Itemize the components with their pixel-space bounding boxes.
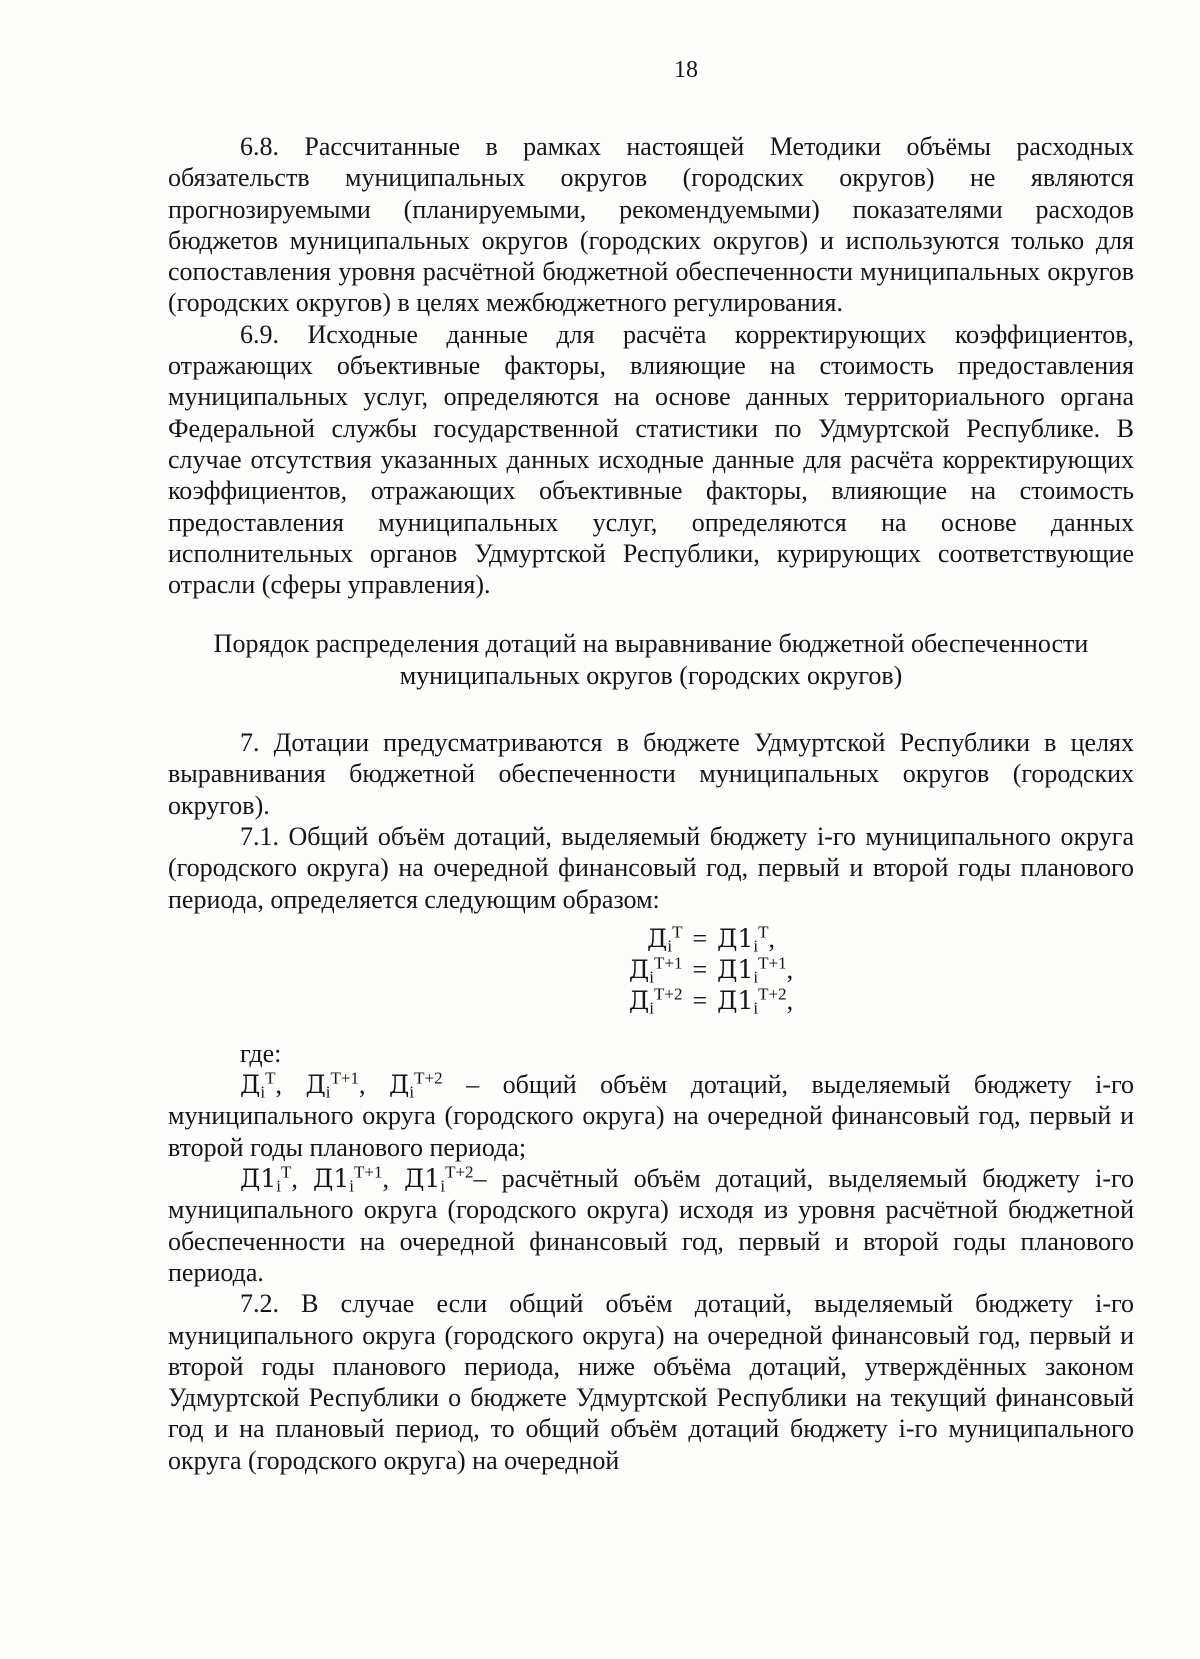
formula-rhs: Д1: [717, 923, 754, 953]
formula-lhs: Д: [628, 954, 650, 984]
formula-row-3: [629, 985, 793, 1016]
paragraph-6-9: 6.9. Исходные данные для расчёта корректирующих коэффициентов, отражающих объективные факторы, влияющие на стоимость предоставления муниципальных услуг, определяются на основе данных территориального органа Федеральной службы государственной статистики по Удмуртской Республике. В случае отсутствия указанных данных исходные данные для расчёта корректирующих коэффициентов, отражающих объективные факторы, влияющие на стоимость предоставления муниципальных услуг, определяются на основе данных исполнительных органов Удмуртской Республики, курирующих соответствующие отрасли (сферы управления).: [168, 319, 1134, 600]
def1-sup-3: Т+2: [414, 1068, 443, 1088]
formula-index: i: [753, 967, 759, 987]
formula-sup: Т+1: [758, 953, 787, 973]
def1-index-2: i: [325, 1082, 331, 1102]
formula-sup: Т+2: [758, 984, 787, 1004]
formula-block: [168, 923, 1134, 1016]
def1-symbol-1: Д: [240, 1070, 261, 1100]
def1-sup-2: Т+1: [330, 1068, 360, 1088]
section-heading: [168, 628, 1134, 691]
def1-sup-1: Т: [265, 1068, 276, 1088]
paragraph-7-1: 7.1. Общий объём дотаций, выделяемый бюджету i-го муниципального округа (городского округа) на очередной финансовый год, первый и второй годы планового периода, определяется следующим образом:: [168, 821, 1134, 914]
def2-symbol-1: Д1: [240, 1164, 277, 1194]
formula-sup: Т: [672, 922, 683, 942]
formula-index: i: [753, 936, 759, 956]
def1-separator-2: ,: [359, 1070, 390, 1100]
formula-equals: =: [692, 954, 708, 984]
def2-separator-2: ,: [382, 1164, 405, 1194]
formula-rhs: Д1: [717, 954, 754, 984]
def2-index-2: i: [349, 1176, 354, 1196]
paragraph-6-8: 6.8. Рассчитанные в рамках настоящей Методики объёмы расходных обязательств муниципальных округов (городских округов) не являются прогнозируемыми (планируемыми, рекомендуемыми) показателями расходов бюджетов муниципальных округов (городских округов) и используются только для сопоставления уровня расчётной бюджетной обеспеченности муниципальных округов (городских округов) в целях межбюджетного регулирования.: [168, 132, 1134, 318]
section-heading-line-2: муниципальных округов (городских округов): [399, 660, 903, 690]
def2-index-1: i: [276, 1176, 281, 1196]
formula-sup: Т+1: [653, 953, 683, 973]
def1-separator-1: ,: [275, 1070, 306, 1100]
formula-equals: =: [692, 923, 708, 953]
def2-symbol-3: Д1: [404, 1164, 441, 1194]
formula-rhs: Д1: [717, 985, 754, 1015]
formula-row-2: [629, 954, 793, 985]
def1-index-1: i: [260, 1082, 266, 1102]
definition-1: [168, 1069, 1134, 1163]
formula-row-1: [629, 923, 793, 954]
definition-1-text: – общий объём дотаций, выделяемый бюджету i-го муниципального округа (городского округа) на очередной финансовый год, первый и второй годы планового периода;: [168, 1070, 1135, 1162]
formula-lhs: Д: [628, 985, 650, 1015]
page-number: 18: [674, 57, 698, 83]
formula-comma: ,: [786, 985, 794, 1015]
formula-index: i: [649, 967, 654, 987]
formula-comma: ,: [786, 954, 794, 984]
def2-sup-2: Т+1: [353, 1162, 383, 1182]
formula-comma: ,: [768, 923, 775, 953]
formula-index: i: [753, 998, 759, 1018]
section-heading-line-1: Порядок распределения дотаций на выравнивание бюджетной обеспеченности: [213, 629, 1089, 659]
def1-symbol-2: Д: [305, 1070, 326, 1100]
paragraph-7: 7. Дотации предусматриваются в бюджете Удмуртской Республики в целях выравнивания бюджетной обеспеченности муниципальных округов (городских округов).: [168, 728, 1134, 820]
def2-symbol-2: Д1: [313, 1164, 350, 1194]
formula-index: i: [667, 936, 673, 956]
definition-2: [168, 1163, 1134, 1288]
def1-symbol-3: Д: [389, 1070, 410, 1100]
formula-equals: =: [692, 985, 708, 1015]
where-label: где:: [240, 1038, 282, 1068]
def2-separator-1: ,: [291, 1164, 313, 1194]
formula-sup: Т: [758, 922, 769, 942]
paragraph-7-2: 7.2. В случае если общий объём дотаций, выделяемый бюджету i-го муниципального округа (городского округа) на очередной финансовый год, первый и второй годы планового периода, ниже объёма дотаций, утверждённых законом Удмуртской Республики о бюджете Удмуртской Республики на текущий финансовый год и на плановый период, то общий объём дотаций бюджету i-го муниципального округа (городского округа) на очередной: [168, 1289, 1134, 1475]
def2-sup-3: Т+2: [445, 1162, 474, 1182]
def1-index-3: i: [409, 1082, 415, 1102]
formula-lhs: Д: [647, 923, 668, 953]
def2-index-3: i: [440, 1176, 446, 1196]
definition-2-text: – расчётный объём дотаций, выделяемый бюджету i-го муниципального округа (городского округа) исходя из уровня расчётной бюджетной обеспеченности на очередной финансовый год, первый и второй годы планового периода.: [168, 1164, 1135, 1287]
formula-table: [629, 923, 793, 1016]
formula-sup: Т+2: [653, 984, 683, 1004]
formula-index: i: [649, 998, 654, 1018]
def2-sup-1: Т: [280, 1162, 292, 1182]
